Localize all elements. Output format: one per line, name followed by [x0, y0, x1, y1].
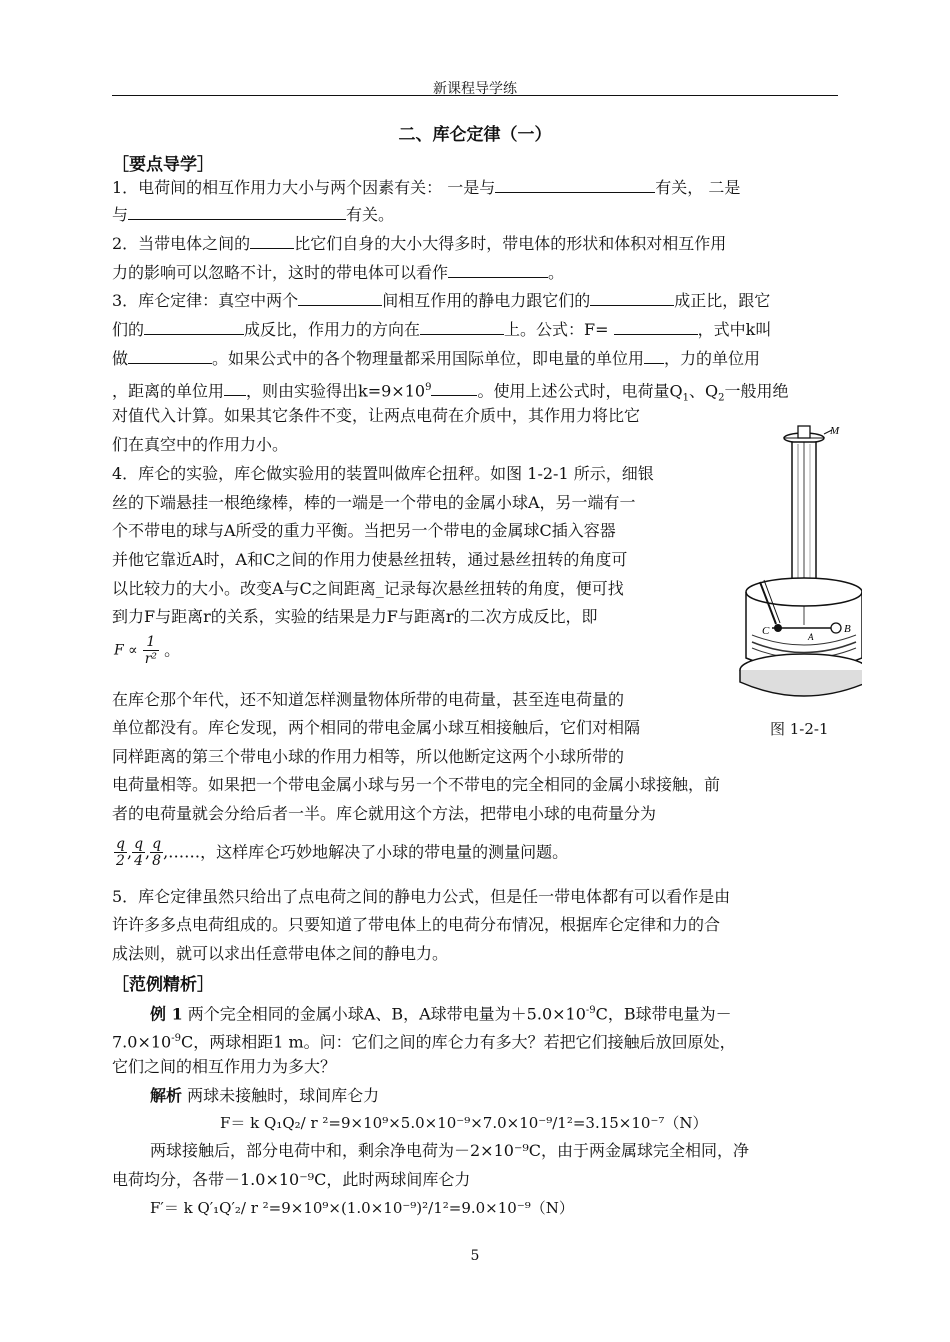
p1-line2 — [112, 204, 394, 226]
example-line2 — [112, 1028, 736, 1053]
fill-blank[interactable] — [431, 380, 477, 396]
p3-text-c: 成正比，跟它 — [674, 291, 771, 310]
solution-equation1: F＝ k Q₁Q₂/ r ²=9×10⁹×5.0×10⁻⁹×7.0×10⁻⁹/1²=3.15×10⁻⁷（N） — [220, 1114, 708, 1132]
p3-text-l: ，则由实验得出k=9×10 — [246, 381, 426, 401]
torsion-knob — [798, 426, 810, 438]
fill-blank[interactable] — [614, 319, 698, 335]
p2-text-d: 。 — [548, 263, 565, 282]
p4b-line: 电荷量相等。如果把一个带电金属小球与另一个不带电的完全相同的金属小球接触，前 — [112, 775, 721, 794]
p1-text-a: 1．电荷间的相互作用力大小与两个因素有关： 一是与 — [112, 178, 496, 197]
p4-line: 4．库仑的实验，库仑做实验用的装置叫做库仑扭秤。如图 1-2-1 所示，细银 — [112, 464, 654, 483]
p1-text-b: 有关， 二是 — [655, 178, 741, 197]
p1-text-c: 与 — [112, 205, 129, 224]
section-heading-examples: ［范例精析］ — [112, 975, 214, 995]
p1-text-d: 有关。 — [346, 205, 395, 224]
label-m: M — [830, 425, 840, 437]
superscript: -9 — [171, 1033, 181, 1044]
ball-a — [831, 623, 841, 633]
p3-text-i: 。如果公式中的各个物理量都采用国际单位，即电量的单位用 — [212, 349, 645, 368]
p3-text-f: 上。公式：F= — [504, 320, 614, 339]
p3-text-n: 、Q — [688, 381, 719, 401]
p1-line1 — [112, 177, 740, 199]
fraction — [143, 634, 159, 667]
p4b-line: 者的电荷量就会分给后者一半。库仑就用这个方法，把带电小球的电荷量分为 — [112, 804, 657, 823]
denominator: r² — [144, 651, 158, 667]
page-title: 二、库仑定律（一） — [398, 125, 552, 145]
p3-text-g: ，式中k叫 — [697, 320, 772, 339]
p5-line: 5．库仑定律虽然只给出了点电荷之间的静电力公式，但是任一带电体都有可以看作是由 — [112, 887, 731, 906]
fill-blank[interactable] — [298, 290, 382, 306]
denominator: 4 — [134, 853, 143, 869]
p3-text-m: 。使用上述公式时，电荷量Q — [477, 381, 683, 401]
fraction — [150, 836, 163, 869]
solution-line3: 电荷均分，各带－1.0×10⁻⁹C，此时两球间库仑力 — [112, 1170, 471, 1189]
subscript: 2 — [718, 392, 725, 404]
p2-line2 — [112, 262, 564, 284]
p3-line3 — [112, 348, 760, 370]
p3-line6: 们在真空中的作用力小。 — [112, 435, 289, 454]
example-text: 7.0×10 — [112, 1032, 172, 1052]
numerator: 1 — [143, 634, 159, 651]
solution-equation2: F′＝ k Q′₁Q′₂/ r ²=9×10⁹×(1.0×10⁻⁹)²/1²=9.0×10⁻⁹（N） — [150, 1199, 574, 1217]
fill-blank[interactable] — [590, 290, 674, 306]
solution-line1 — [150, 1085, 379, 1107]
denominator: 8 — [152, 853, 162, 869]
formula-proportional — [114, 634, 180, 667]
example-label: 例 1 — [150, 1004, 183, 1024]
fill-blank[interactable] — [495, 177, 655, 193]
p3-line5: 对值代入计算。如果其它条件不变，让两点电荷在介质中，其作用力将比它 — [112, 406, 641, 425]
example-line3: 它们之间的相互作用力为多大？ — [112, 1057, 337, 1076]
p3-text-e: 成反比，作用力的方向在 — [244, 320, 421, 339]
p5-line: 许许多多点电荷组成的。只要知道了带电体上的电荷分布情况，根据库仑定律和力的合 — [112, 915, 721, 934]
fraction — [114, 836, 127, 869]
label-a: A — [808, 632, 814, 642]
numerator: q — [152, 836, 162, 852]
formula-tail: ,……，这样库仑巧妙地解决了小球的带电量的测量问题。 — [163, 842, 569, 862]
p5-line: 成法则，就可以求出任意带电体之间的静电力。 — [112, 944, 449, 963]
figure-caption: 图 1-2-1 — [770, 720, 829, 738]
p3-text-j: ，力的单位用 — [664, 349, 761, 368]
page-number: 5 — [470, 1248, 480, 1264]
fraction — [132, 836, 145, 869]
p4b-line: 同样距离的第三个带电小球的作用力相等，所以他断定这两个小球所带的 — [112, 747, 625, 766]
p2-text-b: 比它们自身的大小大得多时，带电体的形状和体积对相互作用 — [294, 234, 727, 253]
p3-text-k: ，距离的单位用 — [112, 381, 225, 401]
p2-line1 — [112, 233, 726, 255]
p2-text-a: 2．当带电体之间的 — [112, 234, 251, 253]
fill-blank[interactable] — [128, 348, 212, 364]
p3-text-b: 间相互作用的静电力跟它们的 — [382, 291, 591, 310]
fill-blank[interactable] — [250, 233, 294, 249]
fill-blank[interactable] — [448, 262, 548, 278]
header-rule — [112, 95, 838, 96]
torsion-balance-figure — [732, 420, 862, 710]
p4-line: 到力F与距离r的关系，实验的结果是力F与距离r的二次方成反比，即 — [112, 607, 598, 626]
p3-text-h: 做 — [112, 349, 129, 368]
p4-line: 并他它靠近A时，A和C之间的作用力使悬丝扭转，通过悬丝扭转的角度可 — [112, 550, 628, 569]
fill-blank[interactable] — [224, 380, 246, 396]
ball-c — [774, 624, 782, 632]
fill-blank[interactable] — [644, 348, 664, 364]
section-heading-key-points: ［要点导学］ — [112, 155, 214, 175]
p4b-line: 在库仑那个年代，还不知道怎样测量物体所带的电荷量，甚至连电荷量的 — [112, 690, 625, 709]
denominator: 2 — [116, 853, 125, 869]
superscript: 9 — [425, 382, 432, 393]
fill-blank[interactable] — [144, 319, 244, 335]
p4-line: 以比较力的大小。改变A与C之间距离_记录每次悬丝扭转的角度，便可找 — [112, 579, 624, 598]
example-text: 两个完全相同的金属小球A、B，A球带电量为＋5.0×10 — [182, 1004, 586, 1024]
numerator: q — [134, 836, 144, 852]
p4-line: 个不带电的球与A所受的重力平衡。当把另一个带电的金属球C插入容器 — [112, 521, 616, 540]
p3-text-o: 一般用绝 — [724, 381, 789, 401]
fill-blank[interactable] — [420, 319, 504, 335]
label-b: B — [844, 623, 851, 635]
solution-text: 两球未接触时，球间库仑力 — [182, 1086, 380, 1105]
p4b-line: 单位都没有。库仑发现，两个相同的带电金属小球互相接触后，它们对相隔 — [112, 718, 641, 737]
p3-line1 — [112, 290, 770, 312]
example-line1 — [150, 1000, 732, 1025]
example-text: C，B球带电量为－ — [595, 1004, 732, 1024]
p2-text-c: 力的影响可以忽略不计，这时的带电体可以看作 — [112, 263, 449, 282]
numerator: q — [116, 836, 125, 852]
label-c: C — [762, 625, 770, 637]
running-header: 新课程导学练 — [433, 81, 517, 97]
p3-text-a: 3．库仑定律：真空中两个 — [112, 291, 299, 310]
superscript: -9 — [585, 1005, 596, 1016]
p3-text-d: 们的 — [112, 320, 145, 339]
formula-lhs: F ∝ — [114, 642, 138, 659]
solution-label: 解析 — [150, 1086, 183, 1105]
formula-charge-fractions: $\frac{q}{2}$ , $\frac{q}{4}$ , $\frac{q}{8}$ ,……，这样库仑巧妙地解决了小球的带电量的测量问题。 — [116, 836, 569, 869]
p3-line2 — [112, 319, 771, 341]
subscript: 1 — [682, 392, 689, 404]
solution-line2: 两球接触后，部分电荷中和，剩余净电荷为－2×10⁻⁹C，由于两金属球完全相同，净 — [150, 1141, 750, 1160]
p4-line: 丝的下端悬挂一根绝缘棒，棒的一端是一个带电的金属小球A，另一端有一 — [112, 493, 636, 512]
example-text: C，两球相距1 m。问：它们之间的库仑力有多大？若把它们接触后放回原处， — [180, 1032, 736, 1052]
fill-blank[interactable] — [128, 204, 346, 220]
formula-tail: 。 — [164, 640, 181, 660]
